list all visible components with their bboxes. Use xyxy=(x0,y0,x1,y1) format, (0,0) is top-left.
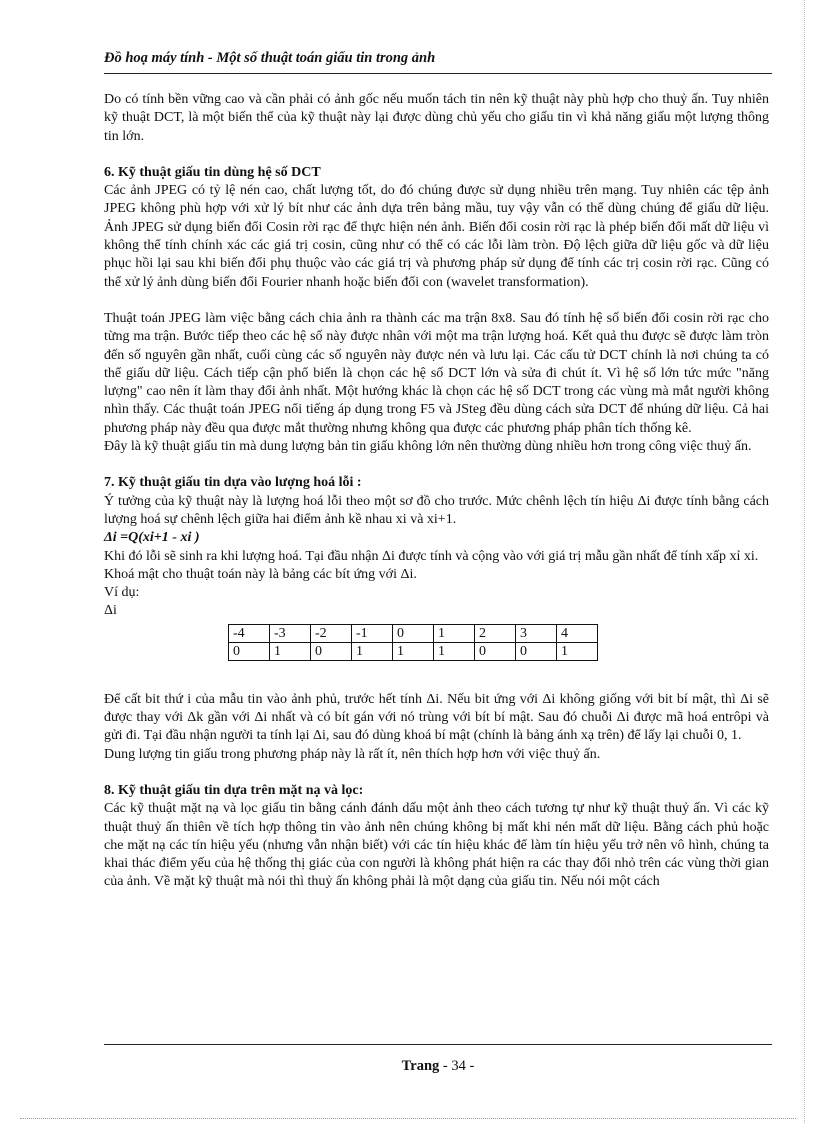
table-cell: 0 xyxy=(393,624,434,642)
page-bottom-border xyxy=(20,1118,796,1119)
heading-section-8: 8. Kỹ thuật giấu tin dựa trên mặt nạ và lọc: xyxy=(104,782,364,798)
footer-divider xyxy=(104,1044,772,1045)
delta-bit-table xyxy=(228,624,598,661)
formula: Δi =Q(xi+1 - xi ) xyxy=(104,530,200,546)
page-right-border xyxy=(804,0,805,1123)
page-header: Đồ hoạ máy tính - Một số thuật toán giấu tin trong ảnh xyxy=(104,50,772,74)
paragraph-intro: Do có tính bền vững cao và cần phải có ảnh gốc nếu muốn tách tin nên kỹ thuật này phù hợp cho thuỷ ấn. Tuy nhiên kỹ thuật DCT, là một biến thể của kỹ thuật này lại được dùng chủ yếu cho giấu tin vì khả năng giấu một lượng thông tin lớn. xyxy=(104,92,769,144)
table-cell: 1 xyxy=(434,624,475,642)
paragraph-6c: Đây là kỹ thuật giấu tin mà dung lượng bản tin giấu không lớn nên thường dùng nhiều hơn trong công việc thuỷ ấn. xyxy=(104,439,752,455)
table-cell: -4 xyxy=(229,624,270,642)
table-row xyxy=(229,624,598,642)
footer-label: Trang xyxy=(401,1058,440,1074)
table-cell: 0 xyxy=(475,642,516,660)
table-cell: 1 xyxy=(352,642,393,660)
table-cell: 1 xyxy=(393,642,434,660)
document-body xyxy=(104,91,769,892)
paragraph-8: Các kỹ thuật mặt nạ và lọc giấu tin bằng cánh đánh dấu một ảnh theo cách tương tự như kỹ thuật thuỷ ấn. Vì các kỹ thuật thuỷ ấn thiên về tích hợp thông tin vào ảnh nên chúng không bị mất khi nén mất dữ liệu. Bằng cách phủ hoặc che mặt nạ các tín hiệu yếu (nhưng vẫn nhận biết) với các tín hiệu khác để làm tín hiệu yếu trở nên vô hình, chúng ta khai thác điểm yếu của hệ thống thị giác của con người là không phát hiện ra các thay đổi nhỏ trên các vùng thời gian của ảnh. Về mặt kỹ thuật mà nói thì thuỷ ấn không phải là một dạng của giấu tin. Nếu nói một cách xyxy=(104,801,769,890)
paragraph-7c: Khoá mật cho thuật toán này là bảng các bít ứng với Δi. xyxy=(104,566,417,582)
paragraph-7b: Khi đó lỗi sẽ sinh ra khi lượng hoá. Tại đầu nhận Δi được tính và cộng vào với giá trị mẫu gần nhất để tính xấp xỉ xi. xyxy=(104,548,759,564)
table-cell: 1 xyxy=(557,642,598,660)
heading-section-6: 6. Kỹ thuật giấu tin dùng hệ số DCT xyxy=(104,164,321,180)
page-number: - 34 - xyxy=(442,1058,475,1074)
paragraph-6b: Thuật toán JPEG làm việc bằng cách chia ảnh ra thành các ma trận 8x8. Sau đó tính hệ số biến đổi cosin rời rạc cho từng ma trận. Bước tiếp theo các hệ số này được nhân với một ma trận lượng hoá. Kết quả thu được sẽ được làm tròn đến số nguyên gần nhất, cuối cùng các số nguyên này được nén và lưu lại. Các cấu tử DCT chính là nơi chúng ta có thể giấu dữ liệu. Cách tiếp cận phổ biến là chọn các hệ số DCT lớn và sửa đi chút ít. Vì hệ số lớn tức mức "năng lượng" cao nên ít làm thay đổi ảnh nhất. Một hướng khác là chọn các hệ số DCT trong các vùng mà mắt người không nhìn thấy. Các thuật toán JPEG nổi tiếng áp dụng trong F5 và JSteg đều dùng cách sửa DCT để nhúng dữ liệu. Cả hai phương pháp này đều qua được mắt thường nhưng không qua được các phương pháp phân tích thống kê. xyxy=(104,310,769,436)
page-footer xyxy=(104,1058,772,1075)
paragraph-7f: Để cất bit thứ i của mẫu tin vào ảnh phủ, trước hết tính Δi. Nếu bit ứng với Δi không giống với bit bí mật, thì Δi sẽ được thay với Δk gần với Δi nhất và có bít gán với nó trùng với bít bí mật. Sau đó chuỗi Δi được mã hoá entrôpi và gửi đi. Tại đầu nhận người ta tính lại Δi, sau đó dùng khoá bí mật (chính là bảng ánh xạ trên) để lấy lại chuỗi 0, 1. xyxy=(104,691,769,744)
table-cell: 0 xyxy=(311,642,352,660)
table-cell: 0 xyxy=(229,642,270,660)
table-cell: 2 xyxy=(475,624,516,642)
paragraph-7a: Ý tưởng của kỹ thuật này là lượng hoá lỗi theo một sơ đồ cho trước. Mức chênh lệch tín hiệu Δi được tính bằng cách lượng hoá sự chênh lệch giữa hai điểm ảnh kề nhau xi và xi+1. xyxy=(104,493,769,527)
table-row xyxy=(229,642,598,660)
table-cell: -1 xyxy=(352,624,393,642)
paragraph-7g: Dung lượng tin giấu trong phương pháp này là rất ít, nên thích hợp hơn với việc thuỷ ấn. xyxy=(104,746,601,762)
paragraph-6a: Các ảnh JPEG có tỷ lệ nén cao, chất lượng tốt, do đó chúng được sử dụng nhiều trên mạng. Tuy nhiên các tệp ảnh JPEG không phù hợp với xử lý bít như các ảnh dựa trên bảng mầu, tuy vậy vẫn có thể dùng chúng để giấu dữ liệu. Ảnh JPEG sử dụng biến đổi Cosin rời rạc để thực hiện nén ảnh. Biến đổi cosin rời rạc là phép biến đổi mất dữ liệu vì không thể tính chính xác các giá trị cosin, cũng như có thể có các lỗi làm tròn. Độ lệch giữa dữ liệu gốc và dữ liệu phục hồi lại sau khi biến đổi phụ thuộc vào các giá trị và phương pháp sử dụng để tính các trị cosin rời rạc. Cũng có thể xử lý ảnh dùng biến đổi Fourier nhanh hoặc biến đổi con (wavelet transformation). xyxy=(104,183,769,290)
table-cell: 4 xyxy=(557,624,598,642)
table-cell: 1 xyxy=(270,642,311,660)
paragraph-7e: Δi xyxy=(104,603,117,619)
heading-section-7: 7. Kỹ thuật giấu tin dựa vào lượng hoá lỗi : xyxy=(104,475,362,491)
table-cell: -3 xyxy=(270,624,311,642)
paragraph-7d: Ví dụ: xyxy=(104,585,140,601)
table-cell: 3 xyxy=(516,624,557,642)
table-cell: 1 xyxy=(434,642,475,660)
table-cell: 0 xyxy=(516,642,557,660)
table-cell: -2 xyxy=(311,624,352,642)
